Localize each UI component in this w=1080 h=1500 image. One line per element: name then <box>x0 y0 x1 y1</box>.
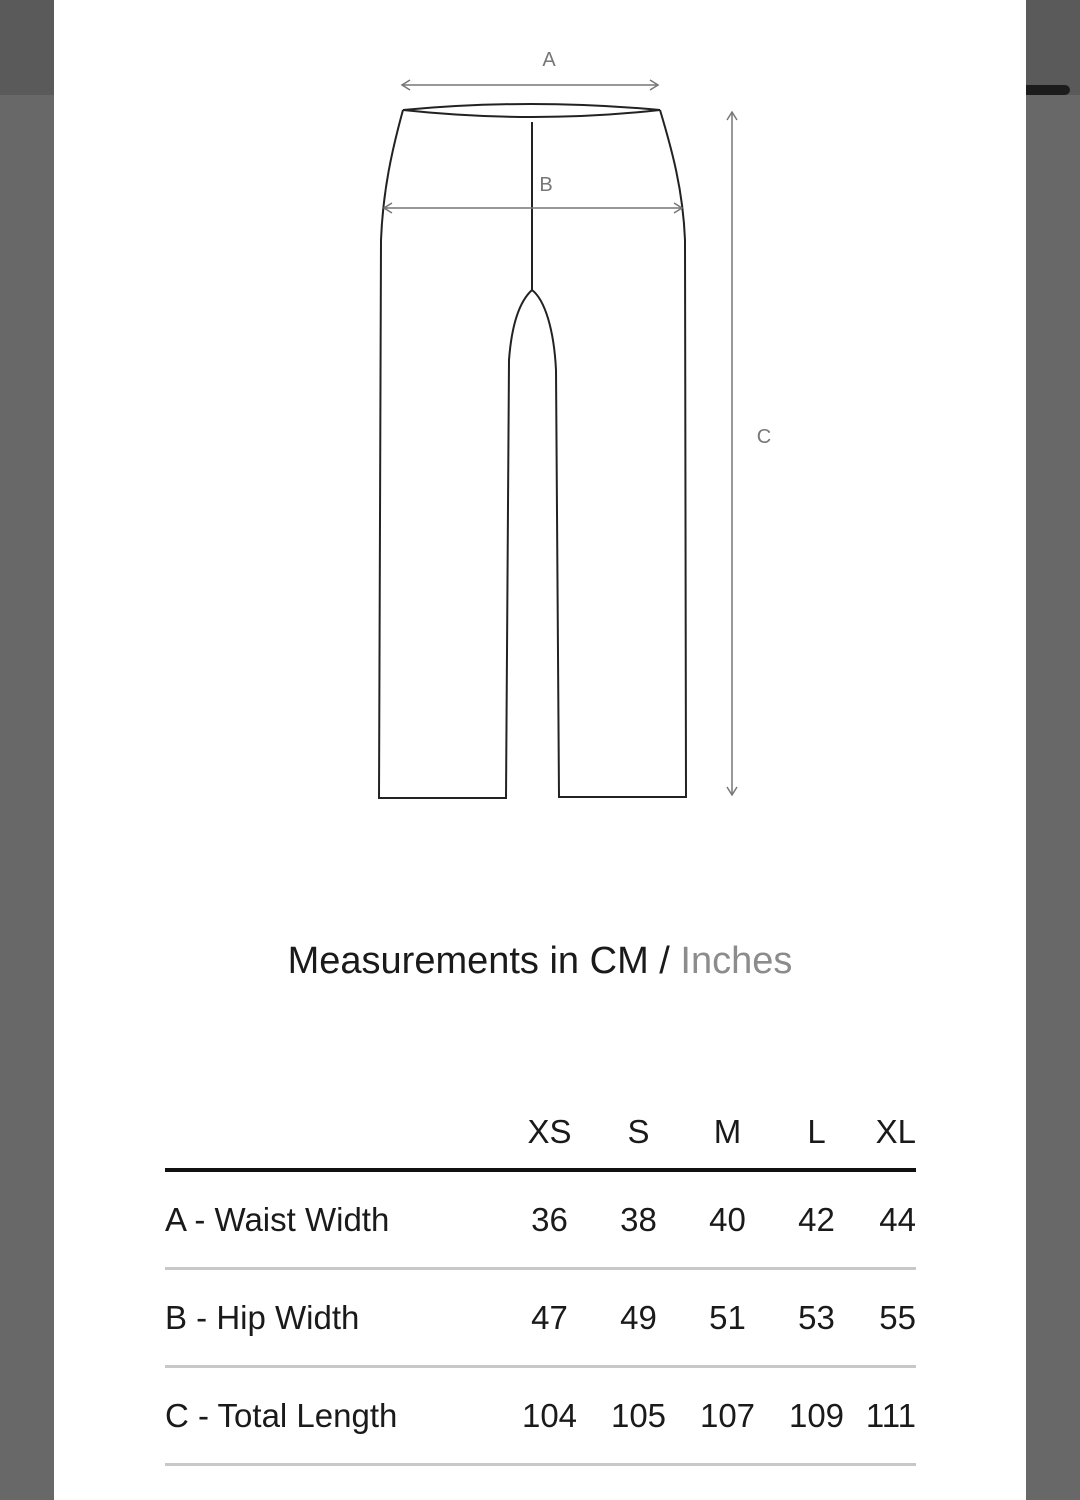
size-header-row <box>165 1095 916 1172</box>
label-c: C <box>756 426 772 448</box>
backdrop-left <box>0 0 54 95</box>
heading-separator: / <box>648 940 681 982</box>
table-row-waist <box>165 1172 916 1270</box>
table-row-length <box>165 1368 916 1466</box>
table-cell: 40 <box>709 1200 746 1238</box>
size-xl: XL <box>875 1112 916 1150</box>
table-cell: 105 <box>610 1396 667 1434</box>
backdrop-right <box>1026 0 1080 95</box>
size-m: M <box>713 1112 742 1150</box>
table-cell: 44 <box>879 1200 916 1238</box>
table-cell: 55 <box>879 1298 916 1336</box>
table-cell: 104 <box>521 1396 578 1434</box>
table-cell: 36 <box>531 1200 568 1238</box>
table-row-hip <box>165 1270 916 1368</box>
label-a: A <box>542 49 556 71</box>
size-l: L <box>807 1112 826 1150</box>
size-s: S <box>627 1112 650 1150</box>
table-cell: 49 <box>620 1298 657 1336</box>
row-label: B - Hip Width <box>165 1298 360 1336</box>
table-cell: 107 <box>699 1396 756 1434</box>
label-b: B <box>539 174 553 196</box>
total-length-arrow <box>727 112 737 795</box>
table-cell: 38 <box>620 1200 657 1238</box>
size-table <box>165 1095 916 1466</box>
row-label: A - Waist Width <box>165 1200 390 1238</box>
size-xs: XS <box>527 1112 572 1150</box>
table-cell: 47 <box>531 1298 568 1336</box>
waist-width-arrow <box>402 80 658 90</box>
unit-inches-toggle[interactable]: Inches <box>680 940 793 982</box>
table-cell: 53 <box>798 1298 835 1336</box>
table-cell: 42 <box>798 1200 835 1238</box>
pants-diagram <box>54 0 1026 830</box>
measurement-heading <box>54 940 1026 983</box>
size-guide-sheet <box>54 0 1026 1500</box>
table-cell: 51 <box>709 1298 746 1336</box>
heading-prefix: Measurements in <box>287 940 590 982</box>
unit-cm-toggle[interactable]: CM <box>589 940 649 982</box>
table-cell: 111 <box>865 1396 916 1434</box>
row-label: C - Total Length <box>165 1396 398 1434</box>
table-cell: 109 <box>788 1396 845 1434</box>
